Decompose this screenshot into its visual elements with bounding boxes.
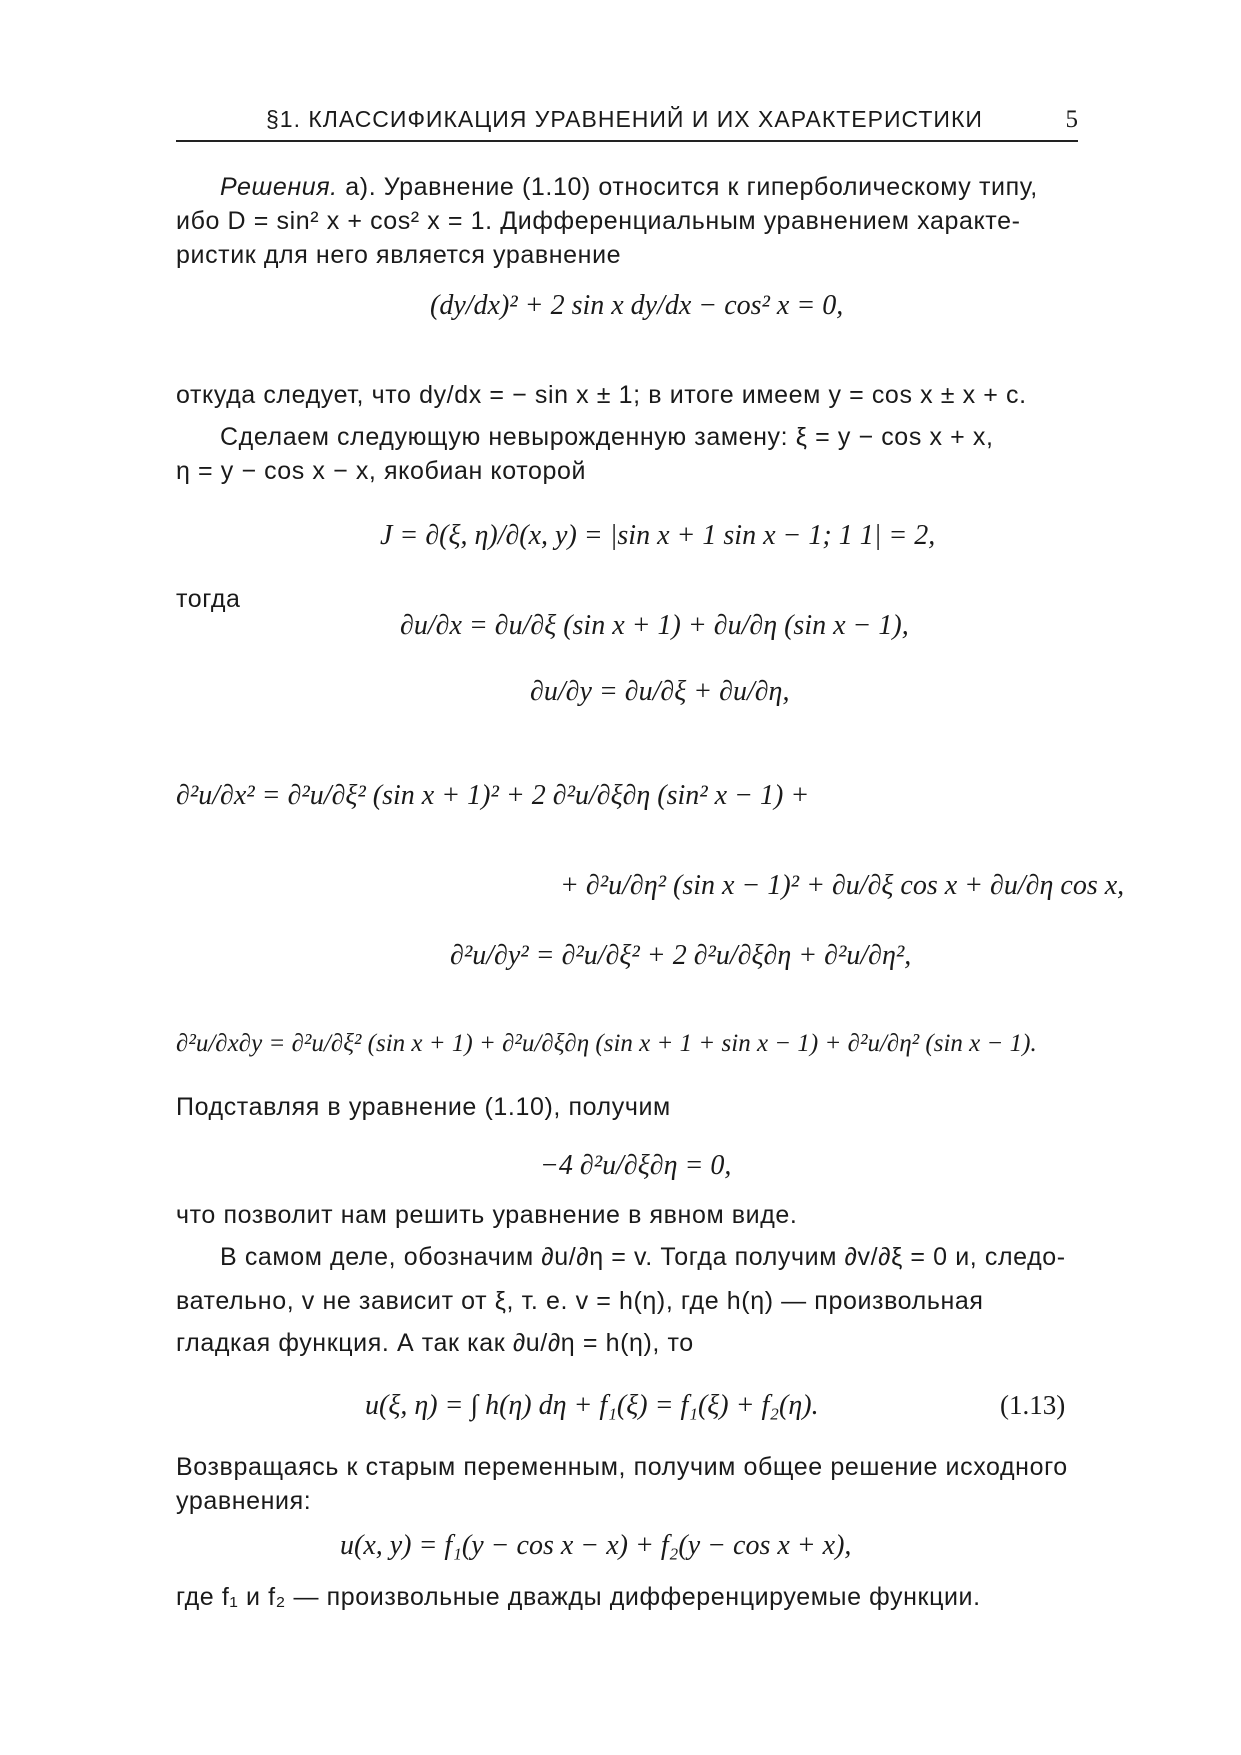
- equation-canonical: −4 ∂²u/∂ξ∂η = 0,: [540, 1150, 732, 1181]
- equation-jacobian: J = ∂(ξ, η)/∂(x, y) = |sin x + 1 sin x − 1; 1 1| = 2,: [380, 520, 936, 551]
- equation-label-1-13: (1.13): [1000, 1390, 1066, 1420]
- paragraph-returning-line-1: Возвращаясь к старым переменным, получим общее решение исходного: [176, 1453, 1068, 1481]
- equation-u-y: ∂u/∂y = ∂u/∂ξ + ∂u/∂η,: [530, 676, 790, 707]
- equation-u-yy: ∂²u/∂y² = ∂²u/∂ξ² + 2 ∂²u/∂ξ∂η + ∂²u/∂η²,: [450, 940, 912, 971]
- equation-u-xx-part1: ∂²u/∂x² = ∂²u/∂ξ² (sin x + 1)² + 2 ∂²u/∂ξ∂η (sin² x − 1) +: [176, 780, 810, 811]
- equation-1-13: u(ξ, η) = ∫ h(η) dη + f₁(ξ) = f₁(ξ) + f₂(η).: [365, 1390, 819, 1421]
- paragraph-substituting: Подставляя в уравнение (1.10), получим: [176, 1093, 671, 1121]
- paragraph-indeed-line-2: вательно, v не зависит от ξ, т. е. v = h(η), где h(η) — произвольная: [176, 1287, 984, 1315]
- solution-line-3: ристик для него является уравнение: [176, 241, 622, 269]
- equation-u-x: ∂u/∂x = ∂u/∂ξ (sin x + 1) + ∂u/∂η (sin x − 1),: [400, 610, 909, 641]
- paragraph-consequence: откуда следует, что dy/dx = − sin x ± 1; в итоге имеем y = cos x ± x + c.: [176, 381, 1027, 409]
- solution-line-1: [220, 170, 1038, 204]
- equation-u-xx-part2: + ∂²u/∂η² (sin x − 1)² + ∂u/∂ξ cos x + ∂u/∂η cos x,: [560, 870, 1125, 901]
- equation-characteristics: (dy/dx)² + 2 sin x dy/dx − cos² x = 0,: [430, 290, 844, 321]
- substitution-line-2: η = y − cos x − x, якобиан которой: [176, 457, 587, 485]
- word-then: тогда: [176, 585, 241, 613]
- paragraph-explicit: что позволит нам решить уравнение в явном виде.: [176, 1201, 798, 1229]
- solution-label: Решения.: [220, 173, 338, 201]
- running-header: [176, 104, 1078, 142]
- equation-u-xy: ∂²u/∂x∂y = ∂²u/∂ξ² (sin x + 1) + ∂²u/∂ξ∂η (sin x + 1 + sin x − 1) + ∂²u/∂η² (sin x − 1).: [176, 1030, 1037, 1057]
- solution-line-1-text: а). Уравнение (1.10) относится к гиперболическому типу,: [345, 173, 1038, 201]
- paragraph-indeed-line-3: гладкая функция. А так как ∂u/∂η = h(η), то: [176, 1329, 694, 1357]
- page-number: 5: [1065, 106, 1078, 133]
- paragraph-returning-line-2: уравнения:: [176, 1487, 312, 1515]
- paragraph-indeed-line-1: В самом деле, обозначим ∂u/∂η = v. Тогда получим ∂v/∂ξ = 0 и, следо-: [220, 1243, 1066, 1271]
- solution-line-2: ибо D = sin² x + cos² x = 1. Дифференциальным уравнением характе-: [176, 207, 1021, 235]
- substitution-line-1: Сделаем следующую невырожденную замену: ξ = y − cos x + x,: [220, 423, 994, 451]
- equation-general-solution: u(x, y) = f₁(y − cos x − x) + f₂(y − cos x + x),: [340, 1530, 852, 1561]
- header-title: §1. КЛАССИФИКАЦИЯ УРАВНЕНИЙ И ИХ ХАРАКТЕРИСТИКИ: [266, 106, 983, 132]
- paragraph-final: где f₁ и f₂ — произвольные дважды дифференцируемые функции.: [176, 1583, 981, 1611]
